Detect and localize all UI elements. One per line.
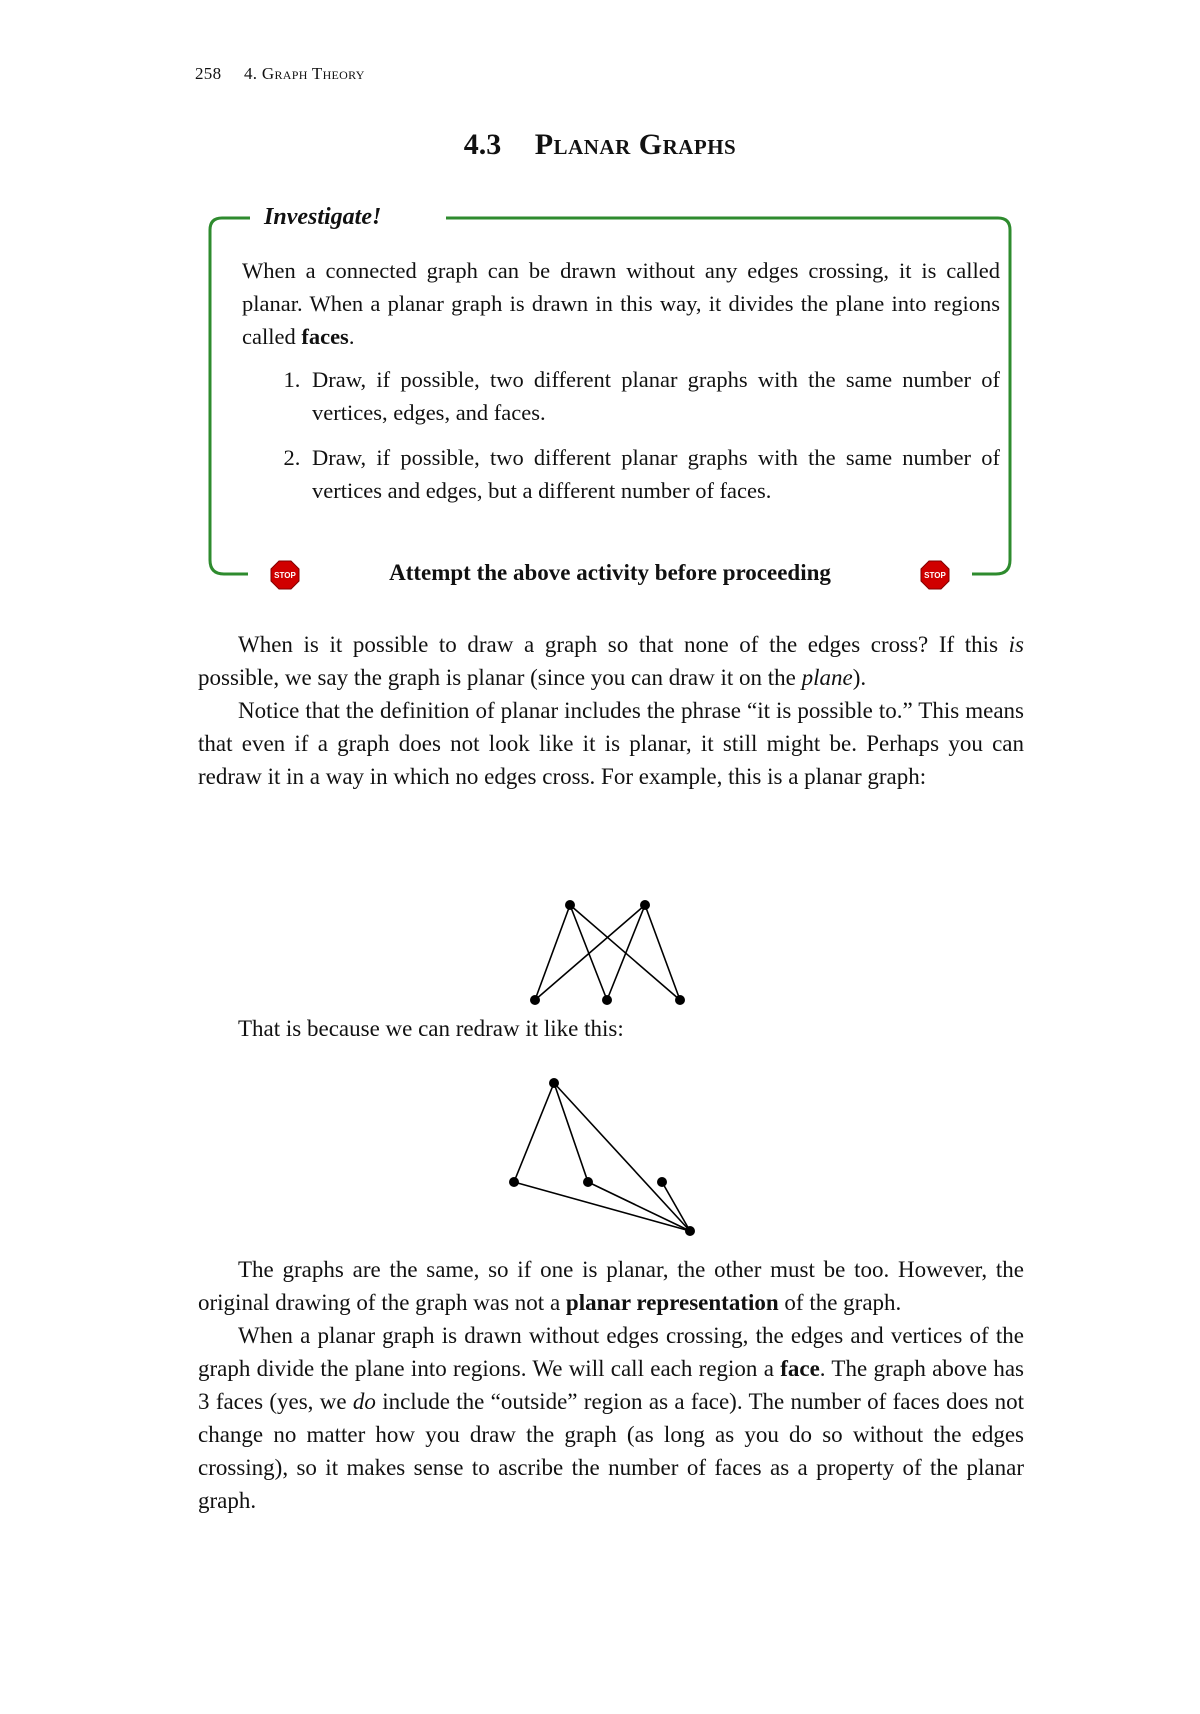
- investigate-intro: When a connected graph can be drawn without any edges crossing, it is called planar. When a planar graph is drawn in this way, it divides the plane into regions called faces.: [242, 258, 1000, 349]
- chapter-title: 4. Graph Theory: [243, 64, 365, 83]
- body-paragraphs-2: [198, 1012, 1024, 1045]
- section-title: Planar Graphs: [534, 128, 737, 161]
- investigate-list: [242, 363, 1000, 507]
- stop-sign-icon: [920, 560, 950, 590]
- paragraph-5: When a planar graph is drawn without edges crossing, the edges and vertices of the graph divide the plane into regions. We will call each region a face. The graph above has 3 faces (yes, we do include the “outside” region as a face). The number of faces does not change no matter how you draw the graph (as long as you do so without the edges crossing), so it makes sense to ascribe the number of faces as a property of the planar graph.: [198, 1323, 1025, 1513]
- nonplanar-drawing-figure: [520, 890, 700, 1010]
- investigate-title: Investigate!: [258, 204, 387, 231]
- stop-message: Attempt the above activity before proceeding: [389, 560, 831, 585]
- svg-text:STOP: STOP: [924, 571, 946, 580]
- investigate-item-1: 1. Draw, if possible, two different planar graphs with the same number of vertices, edges, and faces.: [306, 363, 1000, 429]
- paragraph-3: That is because we can redraw it like this:: [238, 1016, 624, 1041]
- section-heading: [0, 128, 1200, 162]
- investigate-item-2: 2. Draw, if possible, two different planar graphs with the same number of vertices and edges, but a different number of faces.: [306, 441, 1000, 507]
- svg-text:STOP: STOP: [274, 571, 296, 580]
- paragraph-4: The graphs are the same, so if one is planar, the other must be too. However, the original drawing of the graph was not a planar representation of the graph.: [198, 1257, 1024, 1315]
- planar-drawing-figure: [500, 1068, 720, 1248]
- page-number: 258: [195, 64, 222, 83]
- investigate-body: [242, 254, 1000, 519]
- investigate-box: [200, 204, 1020, 593]
- paragraph-1: When is it possible to draw a graph so that none of the edges cross? If this is possible, we say the graph is planar (since you can draw it on the plane).: [198, 632, 1024, 690]
- section-number: 4.3: [463, 128, 502, 161]
- stop-row: [200, 556, 1020, 596]
- body-paragraphs-3: [198, 1253, 1024, 1517]
- running-head: [195, 64, 365, 84]
- term-faces: faces: [301, 324, 349, 349]
- term-planar: planar: [242, 291, 297, 316]
- paragraph-2: Notice that the definition of planar includes the phrase “it is possible to.” This means that even if a graph does not look like it is planar, it still might be. Perhaps you can redraw it in a way in which no edges cross. For example, this is a planar graph:: [198, 698, 1024, 789]
- body-paragraphs-1: [198, 628, 1024, 793]
